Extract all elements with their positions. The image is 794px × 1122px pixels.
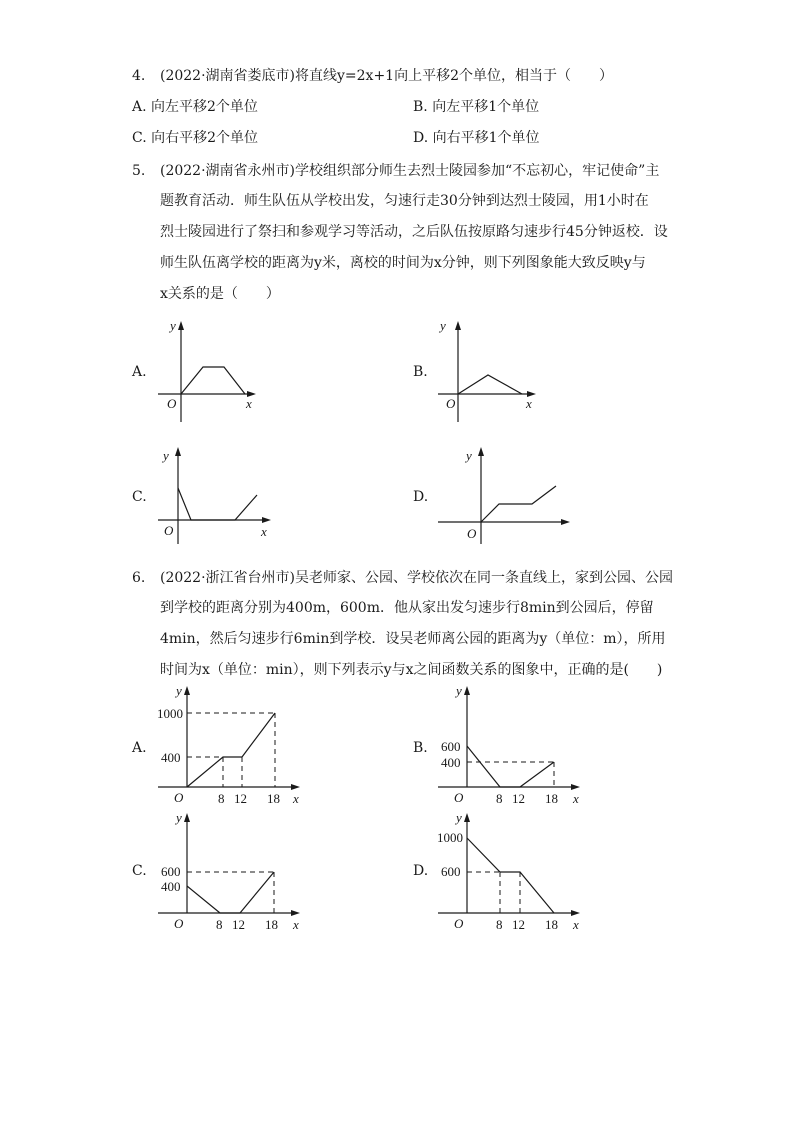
q5-option-b-label: B.: [413, 364, 428, 380]
svg-text:18: 18: [265, 917, 278, 932]
svg-text:O: O: [454, 790, 464, 805]
svg-text:y: y: [170, 318, 176, 333]
q6-graph-c: [150, 810, 310, 940]
svg-text:O: O: [174, 916, 184, 931]
svg-text:O: O: [164, 523, 174, 538]
svg-text:8: 8: [496, 791, 503, 806]
svg-text:y: y: [456, 683, 462, 698]
svg-text:1000: 1000: [437, 830, 463, 845]
svg-text:8: 8: [216, 917, 223, 932]
svg-text:8: 8: [218, 791, 225, 806]
svg-text:12: 12: [232, 917, 245, 932]
svg-text:y: y: [440, 318, 446, 333]
q5-graph-b: [430, 318, 550, 428]
q4-number: 4.: [132, 68, 146, 84]
svg-text:8: 8: [496, 917, 503, 932]
q6-number: 6.: [132, 570, 146, 586]
q6-graph-d: [430, 810, 590, 940]
svg-text:x: x: [246, 396, 252, 411]
svg-text:x: x: [293, 917, 299, 932]
svg-text:y: y: [176, 810, 182, 825]
q6-graph-a: [150, 683, 310, 813]
q4-option-a: A. 向左平移2个单位: [132, 99, 258, 115]
svg-text:18: 18: [545, 917, 558, 932]
q4-option-c: C. 向右平移2个单位: [132, 130, 259, 146]
q6-line-4: 时间为x（单位：min），则下列表示y与x之间函数关系的图象中，正确的是( ): [160, 662, 663, 678]
q6-option-a-label: A.: [132, 740, 147, 756]
q5-line-1: (2022·湖南省永州市)学校组织部分师生去烈士陵园参加“不忘初心，牢记使命”主: [160, 163, 660, 179]
q5-number: 5.: [132, 163, 146, 179]
svg-text:x: x: [293, 791, 299, 806]
svg-text:O: O: [167, 396, 177, 411]
q5-line-3: 烈士陵园进行了祭扫和参观学习等活动，之后队伍按原路匀速步行45分钟返校．设: [160, 224, 668, 240]
svg-text:12: 12: [512, 791, 525, 806]
q5-graph-c: [150, 444, 280, 546]
svg-text:x: x: [573, 917, 579, 932]
q6-line-2: 到学校的距离分别为400m，600m．他从家出发匀速步行8min到公园后，停留: [160, 600, 654, 616]
svg-text:400: 400: [441, 755, 461, 770]
q6-line-1: (2022·浙江省台州市)吴老师家、公园、学校依次在同一条直线上，家到公园、公园: [160, 570, 674, 586]
svg-text:12: 12: [234, 791, 247, 806]
svg-text:O: O: [454, 916, 464, 931]
svg-text:y: y: [456, 810, 462, 825]
svg-text:18: 18: [267, 791, 280, 806]
q5-line-2: 题教育活动．师生队伍从学校出发，匀速行走30分钟到达烈士陵园，用1小时在: [160, 193, 649, 209]
svg-text:O: O: [174, 790, 184, 805]
svg-text:O: O: [467, 526, 477, 541]
q6-line-3: 4min，然后匀速步行6min到学校．设吴老师离公园的距离为y（单位：m），所用: [160, 631, 666, 647]
svg-text:400: 400: [161, 750, 181, 765]
svg-text:1000: 1000: [157, 706, 183, 721]
q4-text: (2022·湖南省娄底市)将直线y=2x+1向上平移2个单位，相当于（ ）: [160, 68, 613, 84]
q5-option-d-label: D.: [413, 489, 429, 505]
q5-option-a-label: A.: [132, 364, 147, 380]
svg-text:600: 600: [161, 864, 181, 879]
svg-text:y: y: [163, 448, 169, 463]
q6-option-c-label: C.: [132, 863, 147, 879]
svg-text:y: y: [176, 683, 182, 698]
q6-option-d-label: D.: [413, 863, 429, 879]
svg-text:y: y: [466, 448, 472, 463]
svg-text:x: x: [573, 791, 579, 806]
svg-text:x: x: [261, 524, 267, 539]
svg-text:600: 600: [441, 739, 461, 754]
svg-text:400: 400: [161, 879, 181, 894]
q5-line-5: x关系的是（ ）: [160, 286, 280, 302]
q5-graph-d: [430, 444, 578, 546]
svg-text:x: x: [526, 396, 532, 411]
q6-option-b-label: B.: [413, 740, 428, 756]
svg-text:18: 18: [545, 791, 558, 806]
svg-text:12: 12: [512, 917, 525, 932]
svg-text:O: O: [446, 396, 456, 411]
q5-line-4: 师生队伍离学校的距离为y米，离校的时间为x分钟，则下列图象能大致反映y与: [160, 255, 646, 271]
q5-graph-a: [150, 318, 270, 428]
q4-option-d: D. 向右平移1个单位: [413, 130, 540, 146]
svg-text:600: 600: [441, 864, 461, 879]
q5-option-c-label: C.: [132, 489, 147, 505]
q4-option-b: B. 向左平移1个单位: [413, 99, 540, 115]
q6-graph-b: [430, 683, 590, 813]
